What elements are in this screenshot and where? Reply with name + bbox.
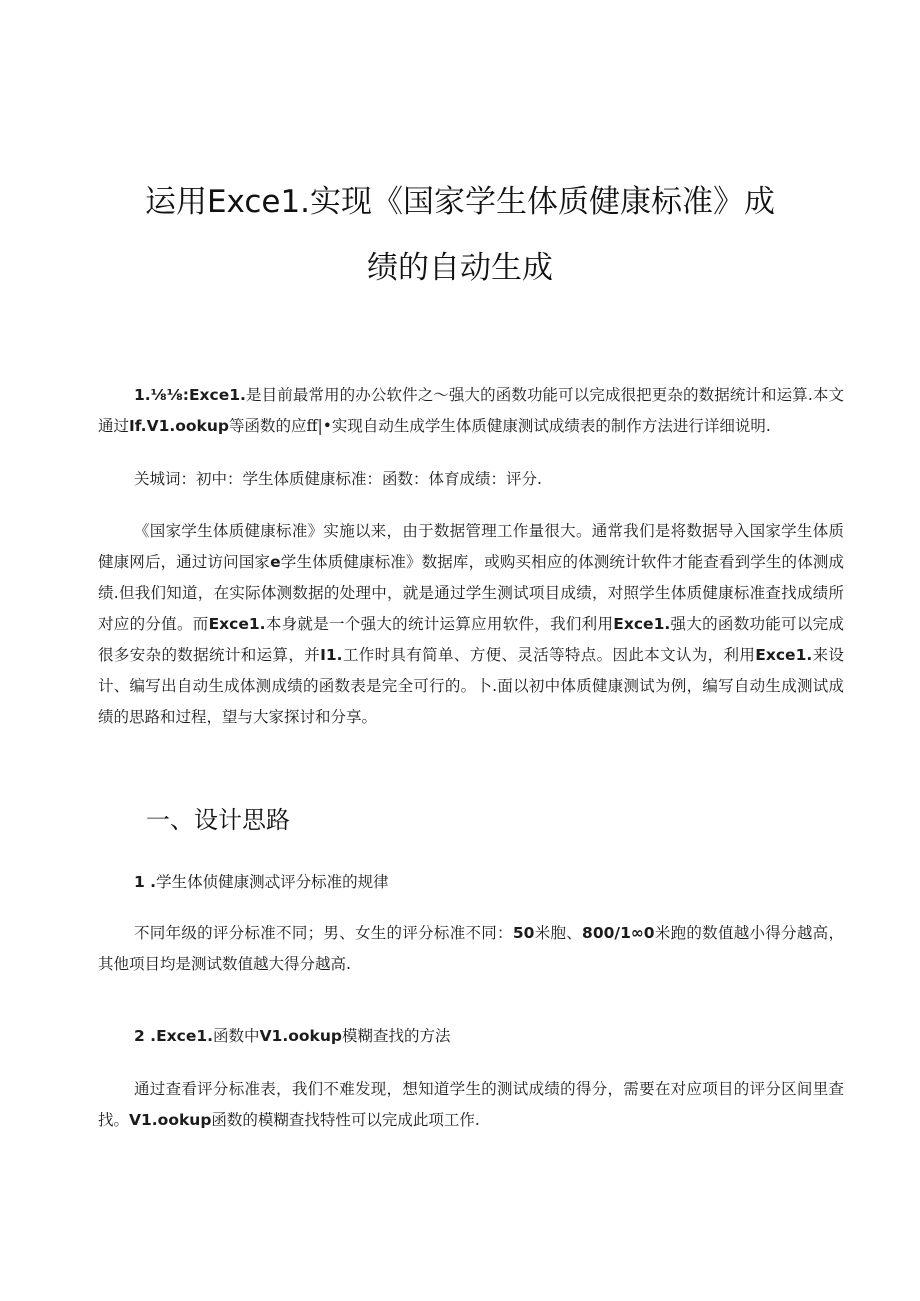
subheading-1-title: 学生体侦健康测忒评分标准的规律	[156, 873, 389, 891]
intro-s2b: Exce1.	[208, 615, 266, 633]
abstract	[98, 380, 844, 442]
para1-b: 50	[512, 924, 535, 942]
para2-b: V1.ookup	[129, 1111, 212, 1129]
intro-s6: 来设计、编写出自动生成体测成绩的函数表是完全可行的。卜.面以初中体质健康测试为例，编写自动生成测试成绩的思路和过程，望与大家探讨和分享。	[98, 646, 844, 726]
para1-d: 800/1∞0	[582, 924, 655, 942]
subheading-2-b2: V1.ookup	[259, 1027, 342, 1045]
abstract-func: If.V1.ookup	[129, 417, 229, 435]
subheading-2-t2: 模糊查找的方法	[341, 1027, 451, 1045]
intro-s5b: Exce1.	[755, 646, 813, 664]
keywords: 关城词：初中：学生体质健康标准：函数：体育成绩：评分.	[134, 470, 542, 488]
title-line-1: 运用Exce1.实现《国家学生体质健康标准》成	[144, 184, 776, 220]
paragraph-vlookup	[98, 1074, 844, 1136]
intro-s2: 学生体质健康标准》数据库，或购买相应的体测统计软件才能查看到学生的体测成绩.但我们知道，在实际体测数据的处理中，就是通过学生测试项目成绩，对照学生体质健康标准查找成绩所对应的分值。而	[98, 553, 844, 633]
subheading-2-t1: 函数中	[213, 1027, 260, 1045]
title-line-2: 绩的自动生成	[367, 250, 553, 286]
subheading-2-b1: Exce1.	[156, 1027, 214, 1045]
para2-a: 通过查看评分标准表，我们不难发现，想知道学生的测试成绩的得分，需要在对应项目的评分区间里查找。	[98, 1080, 844, 1129]
intro-s4b: I1.	[320, 646, 343, 664]
intro-s1b: e	[270, 553, 281, 571]
para1-a: 不同年级的评分标准不同；男、女生的评分标准不同：	[134, 924, 513, 942]
subheading-2-num: 2 .	[134, 1027, 157, 1045]
intro-s5: 工作时具有简单、方便、灵活等特点。因此本文认为，利用	[342, 646, 756, 664]
subheading-1-num: 1 .	[134, 873, 157, 891]
para1-c: 米胞、	[534, 924, 583, 942]
intro-s3b: Exce1.	[613, 615, 671, 633]
abstract-text-2: 等函数的应ff|•实现自动生成学生体质健康测试成绩表的制作方法进行详细说明.	[228, 417, 771, 435]
subheading-1	[134, 868, 389, 896]
subheading-2	[134, 1022, 450, 1050]
intro-paragraph	[98, 516, 844, 733]
paragraph-scoring-rules	[98, 918, 844, 980]
abstract-label: 1.⅛⅛:Exce1.	[134, 386, 246, 404]
abstract-text-1: 是目前最常用的办公软件之～强大的函数功能可以完成很把更杂的数据统计和运算.本文通过	[98, 386, 844, 435]
intro-s4: 强大的函数功能可以完成很多安杂的数据统计和运算，并	[98, 615, 844, 664]
section-heading: 一、设计思路	[146, 806, 290, 834]
intro-s3: 本身就是一个强大的统计运算应用软件，我们利用	[265, 615, 614, 633]
intro-s1: 《国家学生体质健康标准》实施以来，由于数据管理工作量很大。通常我们是将数据导入国家学生体质健康网后，通过访问国家	[98, 522, 844, 571]
para1-e: 米跑的数值越小得分越高，其他项目均是测试数值越大得分越高.	[98, 924, 844, 973]
para2-c: 函数的模糊查找特性可以完成此项工作.	[211, 1111, 480, 1129]
